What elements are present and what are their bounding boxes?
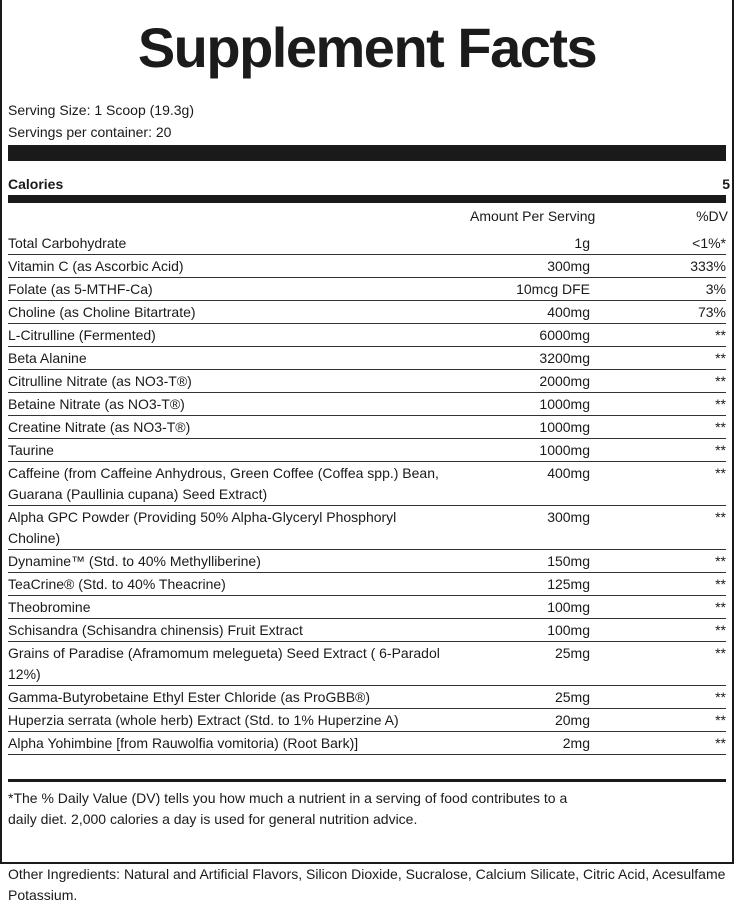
nutrient-name: Choline (as Choline Bitartrate)	[8, 304, 196, 320]
table-row	[8, 416, 726, 439]
nutrient-amount: 1000mg	[539, 419, 590, 435]
nutrient-name: Betaine Nitrate (as NO3-T®)	[8, 396, 185, 412]
servings-per-container: Servings per container: 20	[8, 124, 172, 140]
nutrient-amount: 100mg	[547, 599, 590, 615]
nutrient-daily-value: **	[715, 553, 726, 569]
nutrient-name: Theobromine	[8, 599, 91, 615]
nutrient-amount: 1000mg	[539, 442, 590, 458]
table-row	[8, 550, 726, 573]
table-row	[8, 393, 726, 416]
nutrient-daily-value: **	[715, 396, 726, 412]
nutrient-name: Schisandra (Schisandra chinensis) Fruit Extract	[8, 622, 303, 638]
nutrient-name: Creatine Nitrate (as NO3-T®)	[8, 419, 191, 435]
table-row	[8, 619, 726, 642]
nutrient-daily-value: **	[715, 350, 726, 366]
nutrient-name: Alpha GPC Powder (Providing 50% Alpha-Glyceryl Phosphoryl Choline)	[8, 509, 397, 546]
table-row	[8, 709, 726, 732]
nutrient-amount: 125mg	[547, 576, 590, 592]
table-row	[8, 573, 726, 596]
nutrient-name: Folate (as 5-MTHF-Ca)	[8, 281, 153, 297]
nutrient-amount: 6000mg	[539, 327, 590, 343]
nutrient-amount: 25mg	[554, 645, 590, 661]
nutrient-amount: 2mg	[562, 735, 590, 751]
nutrient-name: Huperzia serrata (whole herb) Extract (Std. to 1% Huperzine A)	[8, 712, 399, 728]
nutrient-name: Grains of Paradise (Aframomum melegueta) Seed Extract ( 6-Paradol 12%)	[8, 645, 440, 682]
nutrient-amount: 400mg	[547, 304, 590, 320]
daily-value-footnote: *The % Daily Value (DV) tells you how much a nutrient in a serving of food contributes to a daily diet. 2,000 calories a day is used for general nutrition advice.	[8, 790, 568, 827]
nutrient-table	[8, 232, 726, 755]
nutrient-name: L-Citrulline (Fermented)	[8, 327, 156, 343]
nutrient-daily-value: 333%	[690, 258, 726, 274]
nutrient-amount: 25mg	[554, 689, 590, 705]
amount-per-serving-header: Amount Per Serving	[470, 208, 596, 224]
nutrient-name: Taurine	[8, 442, 54, 458]
nutrient-daily-value: **	[715, 442, 726, 458]
serving-size: Serving Size: 1 Scoop (19.3g)	[8, 102, 194, 118]
nutrient-amount: 100mg	[547, 622, 590, 638]
calories-value: 5	[722, 176, 730, 192]
table-row	[8, 732, 726, 755]
table-row	[8, 232, 726, 255]
nutrient-amount: 1g	[574, 235, 590, 251]
table-row	[8, 596, 726, 619]
thick-divider-bar	[8, 145, 726, 161]
nutrient-name: Alpha Yohimbine [from Rauwolfia vomitoria) (Root Bark)]	[8, 735, 359, 751]
calories-label: Calories	[8, 176, 64, 192]
nutrient-name: Total Carbohydrate	[8, 235, 127, 251]
nutrient-daily-value: 73%	[697, 304, 726, 320]
table-row	[8, 370, 726, 393]
nutrient-amount: 400mg	[547, 465, 590, 481]
nutrient-name: Gamma-Butyrobetaine Ethyl Ester Chloride (as ProGBB®)	[8, 689, 371, 705]
nutrient-daily-value: 3%	[705, 281, 726, 297]
nutrient-daily-value: **	[715, 735, 726, 751]
nutrient-daily-value: **	[715, 465, 726, 481]
table-row	[8, 255, 726, 278]
nutrient-daily-value: **	[715, 419, 726, 435]
nutrient-amount: 3200mg	[539, 350, 590, 366]
table-row	[8, 642, 726, 686]
nutrient-daily-value: **	[715, 622, 726, 638]
medium-divider-bar	[8, 195, 726, 203]
nutrient-amount: 10mcg DFE	[516, 281, 590, 297]
nutrient-name: Beta Alanine	[8, 350, 87, 366]
nutrient-name: Dynamine™ (Std. to 40% Methylliberine)	[8, 553, 261, 569]
table-row	[8, 324, 726, 347]
daily-value-header: %DV	[696, 208, 728, 224]
nutrient-amount: 150mg	[547, 553, 590, 569]
panel-title: Supplement Facts	[137, 16, 597, 79]
nutrient-amount: 2000mg	[539, 373, 590, 389]
table-row	[8, 686, 726, 709]
nutrient-daily-value: **	[715, 373, 726, 389]
nutrient-name: TeaCrine® (Std. to 40% Theacrine)	[8, 576, 226, 592]
nutrient-daily-value: **	[715, 689, 726, 705]
nutrient-daily-value: <1%*	[692, 235, 726, 251]
table-row	[8, 278, 726, 301]
nutrient-amount: 1000mg	[539, 396, 590, 412]
nutrient-daily-value: **	[715, 576, 726, 592]
table-row	[8, 506, 726, 550]
nutrient-name: Vitamin C (as Ascorbic Acid)	[8, 258, 184, 274]
nutrient-amount: 20mg	[554, 712, 590, 728]
nutrient-amount: 300mg	[547, 509, 590, 525]
nutrient-daily-value: **	[715, 327, 726, 343]
nutrient-daily-value: **	[715, 645, 726, 661]
table-row	[8, 301, 726, 324]
table-row	[8, 462, 726, 506]
other-ingredients: Other Ingredients: Natural and Artificial Flavors, Silicon Dioxide, Sucralose, Calcium Silicate, Citric Acid, Acesulfame Potassium.	[8, 866, 726, 903]
nutrient-amount: 300mg	[547, 258, 590, 274]
nutrient-name: Caffeine (from Caffeine Anhydrous, Green Coffee (Coffea spp.) Bean, Guarana (Paullinia cupana) Seed Extract)	[8, 465, 439, 502]
table-row	[8, 347, 726, 370]
nutrient-daily-value: **	[715, 712, 726, 728]
nutrient-daily-value: **	[715, 599, 726, 615]
footnote-divider	[8, 779, 726, 782]
nutrient-name: Citrulline Nitrate (as NO3-T®)	[8, 373, 192, 389]
table-row	[8, 439, 726, 462]
nutrient-daily-value: **	[715, 509, 726, 525]
